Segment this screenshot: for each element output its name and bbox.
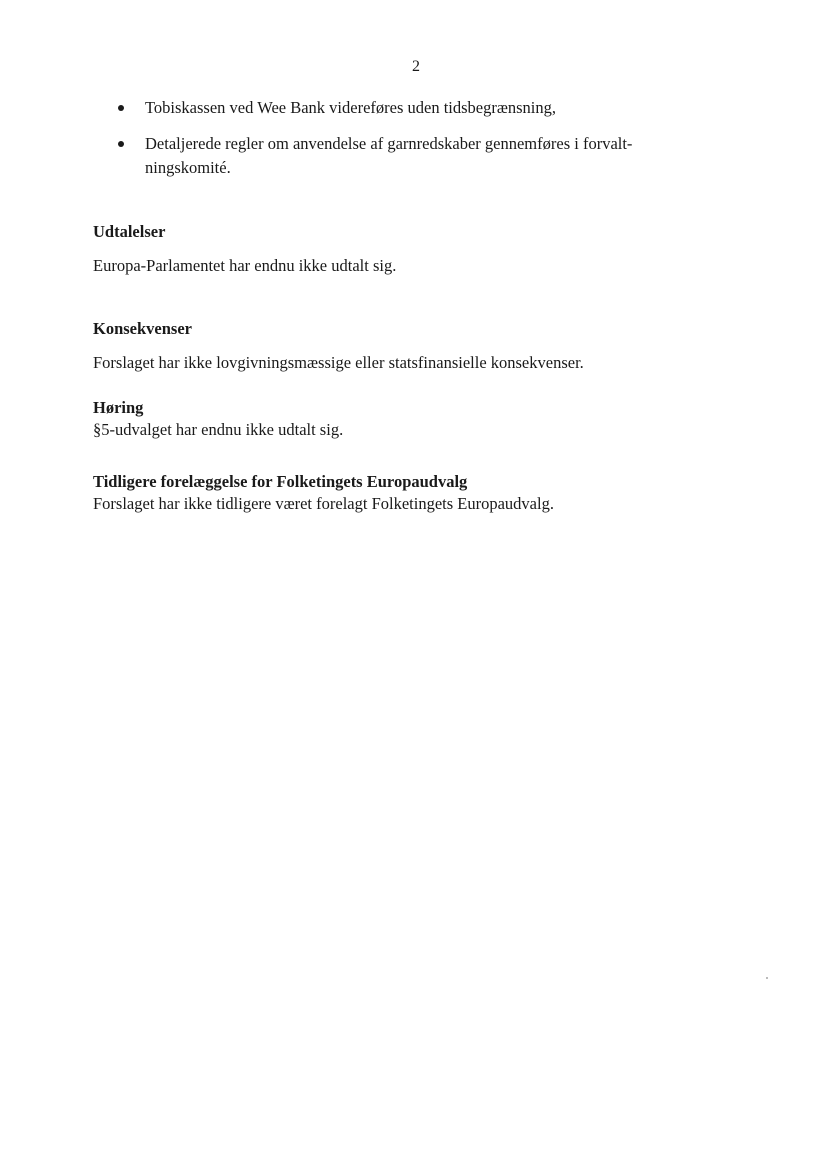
section-heading: Høring [93, 398, 144, 417]
list-item-text: Detaljerede regler om anvendelse af garnredskaber gennemføres i forvalt- ningskomité. [145, 134, 633, 177]
list-item [118, 96, 718, 120]
page-number: 2 [412, 58, 420, 75]
section-heading: Tidligere forelæggelse for Folketingets Europaudvalg [93, 472, 468, 491]
section-body: Europa-Parlamentet har endnu ikke udtalt sig. [93, 256, 397, 275]
bullet-icon [118, 141, 124, 147]
section-body: §5-udvalget har endnu ikke udtalt sig. [93, 420, 344, 439]
section-heading: Konsekvenser [93, 319, 192, 338]
list-item [118, 132, 718, 180]
scan-speck [766, 977, 768, 979]
section-udtalelser [93, 221, 733, 277]
list-item-text: Tobiskassen ved Wee Bank videreføres uden tidsbegrænsning, [145, 98, 557, 117]
section-horing [93, 397, 733, 441]
bullet-list [118, 96, 718, 192]
section-konsekvenser [93, 318, 733, 374]
section-tidligere [93, 471, 733, 515]
section-heading: Udtalelser [93, 222, 166, 241]
bullet-icon [118, 105, 124, 111]
section-body: Forslaget har ikke lovgivningsmæssige eller statsfinansielle konsekvenser. [93, 353, 584, 372]
section-body: Forslaget har ikke tidligere været forelagt Folketingets Europaudvalg. [93, 494, 554, 513]
